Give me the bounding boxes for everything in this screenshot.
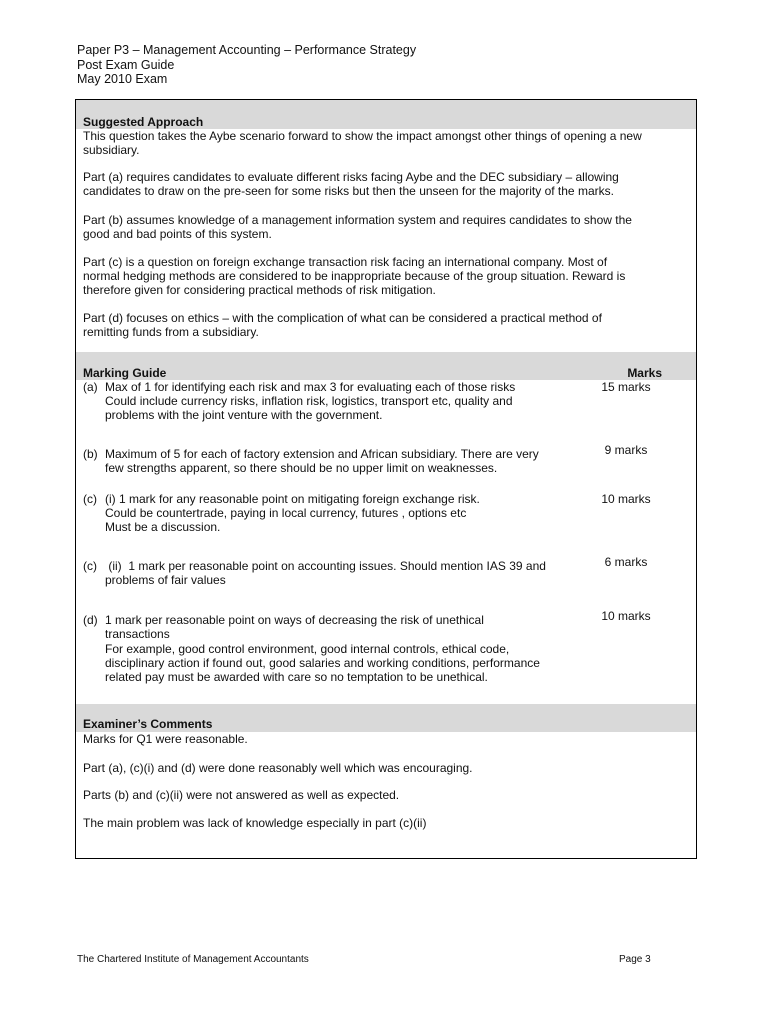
marking-d-line2: transactions <box>105 627 170 641</box>
marking-text <box>105 380 595 422</box>
marks-column-header: Marks <box>627 366 662 380</box>
marking-letter: (c) <box>83 559 97 573</box>
comments-band <box>76 704 696 732</box>
approach-p5-line2: remitting funds from a subsidiary. <box>83 325 259 339</box>
approach-p4-line1: Part (c) is a question on foreign exchange transaction risk facing an international company. Most of <box>83 255 608 269</box>
footer-page-number: Page 3 <box>619 954 651 965</box>
approach-p1-line1: This question takes the Aybe scenario forward to show the impact amongst other things of opening a new <box>83 129 642 143</box>
marking-marks: 6 marks <box>604 555 648 569</box>
approach-p2-line2: candidates to draw on the pre-seen for some risks but then the unseen for the majority of the marks. <box>83 184 614 198</box>
approach-para-2 <box>83 170 683 198</box>
header-exam-date: May 2010 Exam <box>77 72 168 86</box>
marking-letter: (c) <box>83 492 97 506</box>
marking-ci-line2: Could be countertrade, paying in local currency, futures , options etc <box>105 506 467 520</box>
marking-d-line5: related pay must be awarded with care so no temptation to be unethical. <box>105 670 488 684</box>
comments-para-2: Part (a), (c)(i) and (d) were done reasonably well which was encouraging. <box>83 761 473 775</box>
approach-para-5 <box>83 311 683 339</box>
marking-a-line3: problems with the joint venture with the government. <box>105 408 383 422</box>
marking-marks: 10 marks <box>601 609 651 623</box>
approach-para-3 <box>83 213 683 241</box>
marking-letter: (b) <box>83 447 98 461</box>
marking-d-line3: For example, good control environment, good internal controls, ethical code, <box>105 642 510 656</box>
marking-ci-line1: (i) 1 mark for any reasonable point on mitigating foreign exchange risk. <box>105 492 480 506</box>
marking-d-line1: 1 mark per reasonable point on ways of decreasing the risk of unethical <box>105 613 484 627</box>
marking-a-line2: Could include currency risks, inflation risk, logistics, transport etc, quality and <box>105 394 513 408</box>
marking-marks: 9 marks <box>604 443 648 457</box>
approach-p2-line1: Part (a) requires candidates to evaluate different risks facing Aybe and the DEC subsidiary – allowing <box>83 170 619 184</box>
approach-p5-line1: Part (d) focuses on ethics – with the complication of what can be considered a practical method of <box>83 311 602 325</box>
approach-p4-line3: therefore given for considering practical methods of risk mitigation. <box>83 283 436 297</box>
marking-marks: 10 marks <box>601 492 651 506</box>
approach-band <box>76 100 696 129</box>
marking-text <box>105 559 595 587</box>
marking-cii-line2: problems of fair values <box>105 573 226 587</box>
approach-p3-line2: good and bad points of this system. <box>83 227 272 241</box>
marking-band <box>76 352 696 380</box>
approach-para-1 <box>83 129 683 157</box>
marking-text <box>105 613 595 684</box>
comments-title: Examiner’s Comments <box>83 717 213 731</box>
marking-d-line4: disciplinary action if found out, good salaries and working conditions, performance <box>105 656 540 670</box>
marking-title: Marking Guide <box>83 366 167 380</box>
comments-para-3: Parts (b) and (c)(ii) were not answered as well as expected. <box>83 788 400 802</box>
document-header <box>77 43 416 87</box>
marking-letter: (d) <box>83 613 98 627</box>
approach-title: Suggested Approach <box>83 115 204 129</box>
marking-b-line1: Maximum of 5 for each of factory extension and African subsidiary. There are very <box>105 447 539 461</box>
approach-p1-line2: subsidiary. <box>83 143 140 157</box>
marking-text <box>105 447 595 475</box>
marking-b-line2: few strengths apparent, so there should be no upper limit on weaknesses. <box>105 461 498 475</box>
header-paper-title: Paper P3 – Management Accounting – Performance Strategy <box>77 43 417 57</box>
header-guide-title: Post Exam Guide <box>77 57 175 72</box>
comments-para-1: Marks for Q1 were reasonable. <box>83 732 248 746</box>
marking-a-line1: Max of 1 for identifying each risk and max 3 for evaluating each of those risks <box>105 380 516 394</box>
footer-institute: The Chartered Institute of Management Accountants <box>77 954 309 965</box>
marking-ci-line3: Must be a discussion. <box>105 520 221 534</box>
marking-text <box>105 492 595 534</box>
marking-letter: (a) <box>83 380 98 394</box>
marking-cii-line1: (ii) 1 mark per reasonable point on accounting issues. Should mention IAS 39 and <box>105 559 546 573</box>
exam-guide-box <box>75 99 697 859</box>
approach-p3-line1: Part (b) assumes knowledge of a management information system and requires candidates to show the <box>83 213 632 227</box>
marking-marks: 15 marks <box>601 380 651 394</box>
approach-p4-line2: normal hedging methods are considered to be inappropriate because of the group situation. Reward is <box>83 269 626 283</box>
approach-para-4 <box>83 255 683 297</box>
comments-para-4: The main problem was lack of knowledge especially in part (c)(ii) <box>83 816 427 830</box>
